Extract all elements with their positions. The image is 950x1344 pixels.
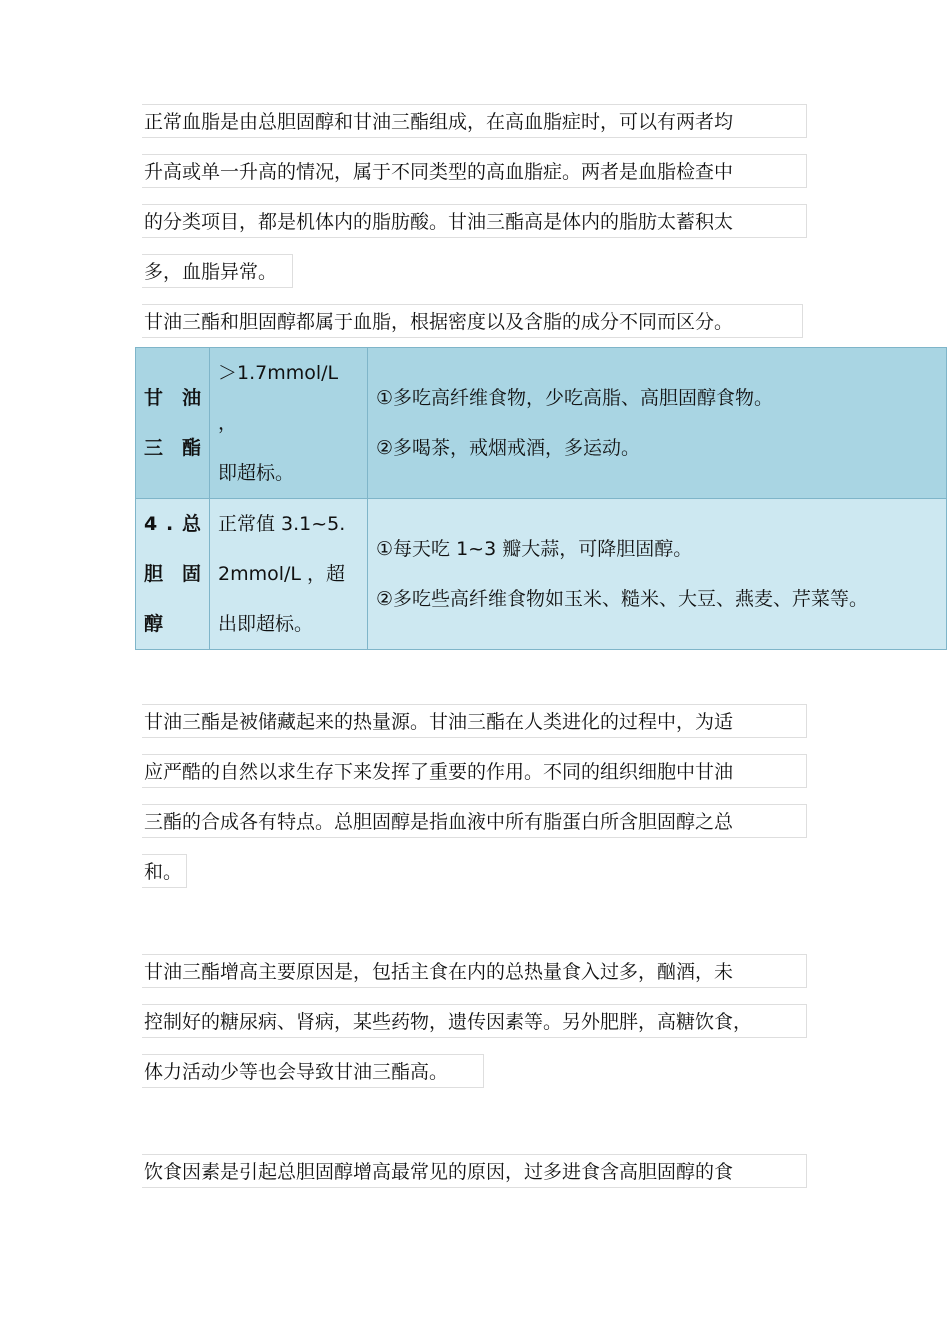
item-name-cell	[136, 348, 210, 499]
advice-line: ②多吃些高纤维食物如玉米、糙米、大豆、燕麦、芹菜等。	[376, 588, 869, 610]
advice-cell	[368, 348, 947, 499]
text-line: 控制好的糖尿病、肾病，某些药物，遗传因素等。另外肥胖，高糖饮食，	[142, 1004, 807, 1038]
lipid-standards-table	[135, 347, 947, 650]
advice-line: ②多喝茶，戒烟戒酒，多运动。	[376, 437, 641, 459]
text-line: 体力活动少等也会导致甘油三酯高。	[142, 1054, 484, 1088]
standard-line: 即超标。	[218, 462, 295, 484]
item-name-line: 4 . 总	[144, 513, 201, 535]
table-row	[136, 348, 947, 499]
advice-line: ①每天吃 1~3 瓣大蒜，可降胆固醇。	[376, 538, 693, 560]
item-name-line: 醇	[144, 613, 164, 635]
standard-cell	[210, 499, 368, 650]
advice-cell	[368, 499, 947, 650]
standard-line: 2mmol/L ，超	[218, 563, 346, 585]
table-row	[136, 499, 947, 650]
text-line: 甘油三酯和胆固醇都属于血脂，根据密度以及含脂的成分不同而区分。	[142, 304, 803, 338]
item-name-line: 甘 油	[144, 387, 201, 409]
advice-line: ①多吃高纤维食物，少吃高脂、高胆固醇食物。	[376, 387, 774, 409]
text-line: 甘油三酯是被储藏起来的热量源。甘油三酯在人类进化的过程中，为适	[142, 704, 807, 738]
text-line: 应严酷的自然以求生存下来发挥了重要的作用。不同的组织细胞中甘油	[142, 754, 807, 788]
text-line: 升高或单一升高的情况，属于不同类型的高血脂症。两者是血脂检查中	[142, 154, 807, 188]
standard-line: 出即超标。	[218, 613, 314, 635]
text-line: 正常血脂是由总胆固醇和甘油三酯组成，在高血脂症时，可以有两者均	[142, 104, 807, 138]
standard-line: ＞1.7mmol/L ，	[218, 362, 339, 434]
item-name-line: 胆 固	[144, 563, 201, 585]
text-line: 三酯的合成各有特点。总胆固醇是指血液中所有脂蛋白所含胆固醇之总	[142, 804, 807, 838]
standard-line: 正常值 3.1~5.	[218, 513, 346, 535]
text-line: 甘油三酯增高主要原因是，包括主食在内的总热量食入过多，酗酒，未	[142, 954, 807, 988]
text-line: 饮食因素是引起总胆固醇增高最常见的原因，过多进食含高胆固醇的食	[142, 1154, 807, 1188]
text-line: 和。	[142, 854, 187, 888]
standard-cell	[210, 348, 368, 499]
item-name-line: 三酯	[144, 437, 201, 459]
item-name-cell	[136, 499, 210, 650]
text-line: 多，血脂异常。	[142, 254, 293, 288]
text-line: 的分类项目，都是机体内的脂肪酸。甘油三酯高是体内的脂肪太蓄积太	[142, 204, 807, 238]
